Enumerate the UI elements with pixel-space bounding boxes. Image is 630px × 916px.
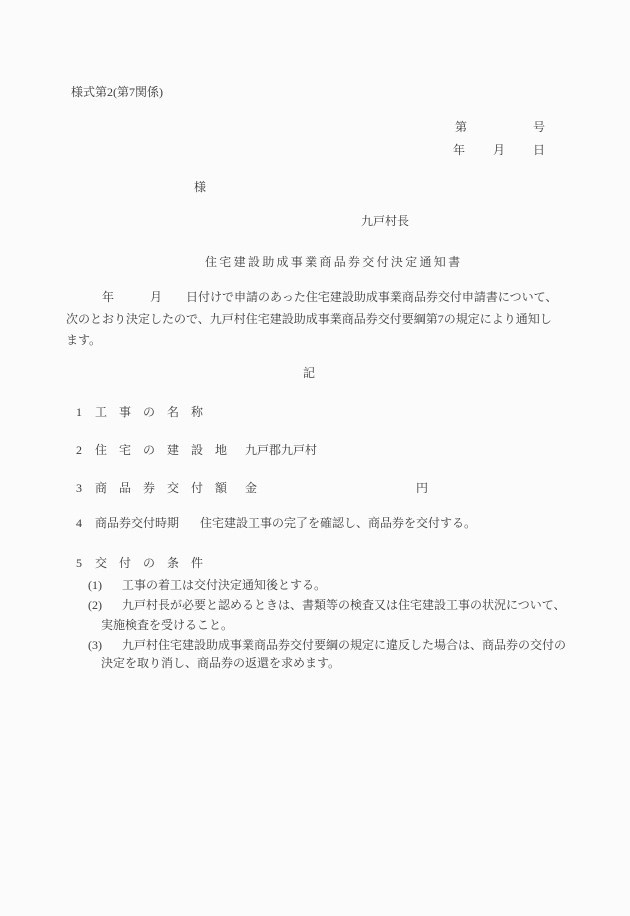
list-item-construction-name: [0, 405, 630, 421]
item-value: 九戸郡九戸村: [245, 443, 318, 457]
item-label: 商 品 券 交 付 額: [95, 481, 228, 495]
item-label: 商品券交付時期: [95, 516, 180, 530]
list-item-construction-site: [0, 443, 630, 459]
condition-item-2-continued: [0, 618, 630, 634]
item-number: 3: [76, 481, 82, 495]
date-year-label: 年: [453, 143, 466, 157]
item-number: 1: [76, 405, 82, 419]
condition-item-3: [0, 638, 630, 654]
condition-number: (2): [88, 598, 102, 612]
body-paragraph-line: 年 月 日付けで申請のあった住宅建設助成事業商品券交付申請書について、: [66, 290, 558, 304]
date-day-label: 日: [532, 143, 545, 157]
body-paragraph-line: 次のとおり決定したので、九戸村住宅建設助成事業商品券交付要綱第7の規定により通知し: [66, 311, 552, 326]
condition-text: 九戸村住宅建設助成事業商品券交付要綱の規定に違反した場合は、商品券の交付の: [122, 638, 567, 652]
condition-item-3-continued: [0, 656, 630, 672]
item-number: 4: [76, 516, 82, 530]
date-line: [453, 143, 545, 158]
list-item-voucher-amount: [0, 481, 630, 497]
doc-number-suffix: 号: [532, 120, 545, 134]
item-value: 住宅建設工事の完了を確認し、商品券を交付する。: [200, 516, 477, 530]
list-item-grant-conditions: [0, 556, 630, 572]
list-item-voucher-timing: [0, 516, 630, 532]
condition-text: 九戸村長が必要と認めるときは、書類等の検査又は住宅建設工事の状況について、: [122, 598, 566, 612]
condition-item-2: [0, 598, 630, 614]
item-number: 5: [76, 556, 82, 570]
item-number: 2: [76, 443, 82, 457]
item-value-currency-prefix: 金: [245, 481, 258, 495]
document-title: 住宅建設助成事業商品券交付決定通知書: [205, 255, 463, 269]
doc-number-prefix: 第: [455, 120, 468, 134]
condition-text: 決定を取り消し、商品券の返還を求めます。: [101, 656, 341, 670]
item-label: 工 事 の 名 称: [95, 405, 204, 419]
record-mark: 記: [303, 366, 316, 380]
body-paragraph: [66, 287, 576, 352]
condition-text: 工事の着工は交付決定通知後とする。: [122, 578, 327, 592]
item-label: 住 宅 の 建 設 地: [95, 443, 228, 457]
date-month-label: 月: [492, 143, 505, 157]
condition-item-1: [0, 578, 630, 594]
doc-number-line: [455, 120, 545, 135]
form-number: 様式第2(第7関係): [71, 85, 163, 99]
item-value-currency-suffix: 円: [416, 481, 429, 495]
condition-number: (3): [88, 638, 102, 652]
body-paragraph-line: ます。: [66, 333, 102, 347]
condition-number: (1): [88, 578, 102, 592]
addressee-honorific: 様: [194, 180, 207, 194]
item-label: 交 付 の 条 件: [95, 556, 204, 570]
sender-name: 九戸村長: [361, 214, 410, 228]
condition-text: 実施検査を受けること。: [101, 618, 234, 632]
